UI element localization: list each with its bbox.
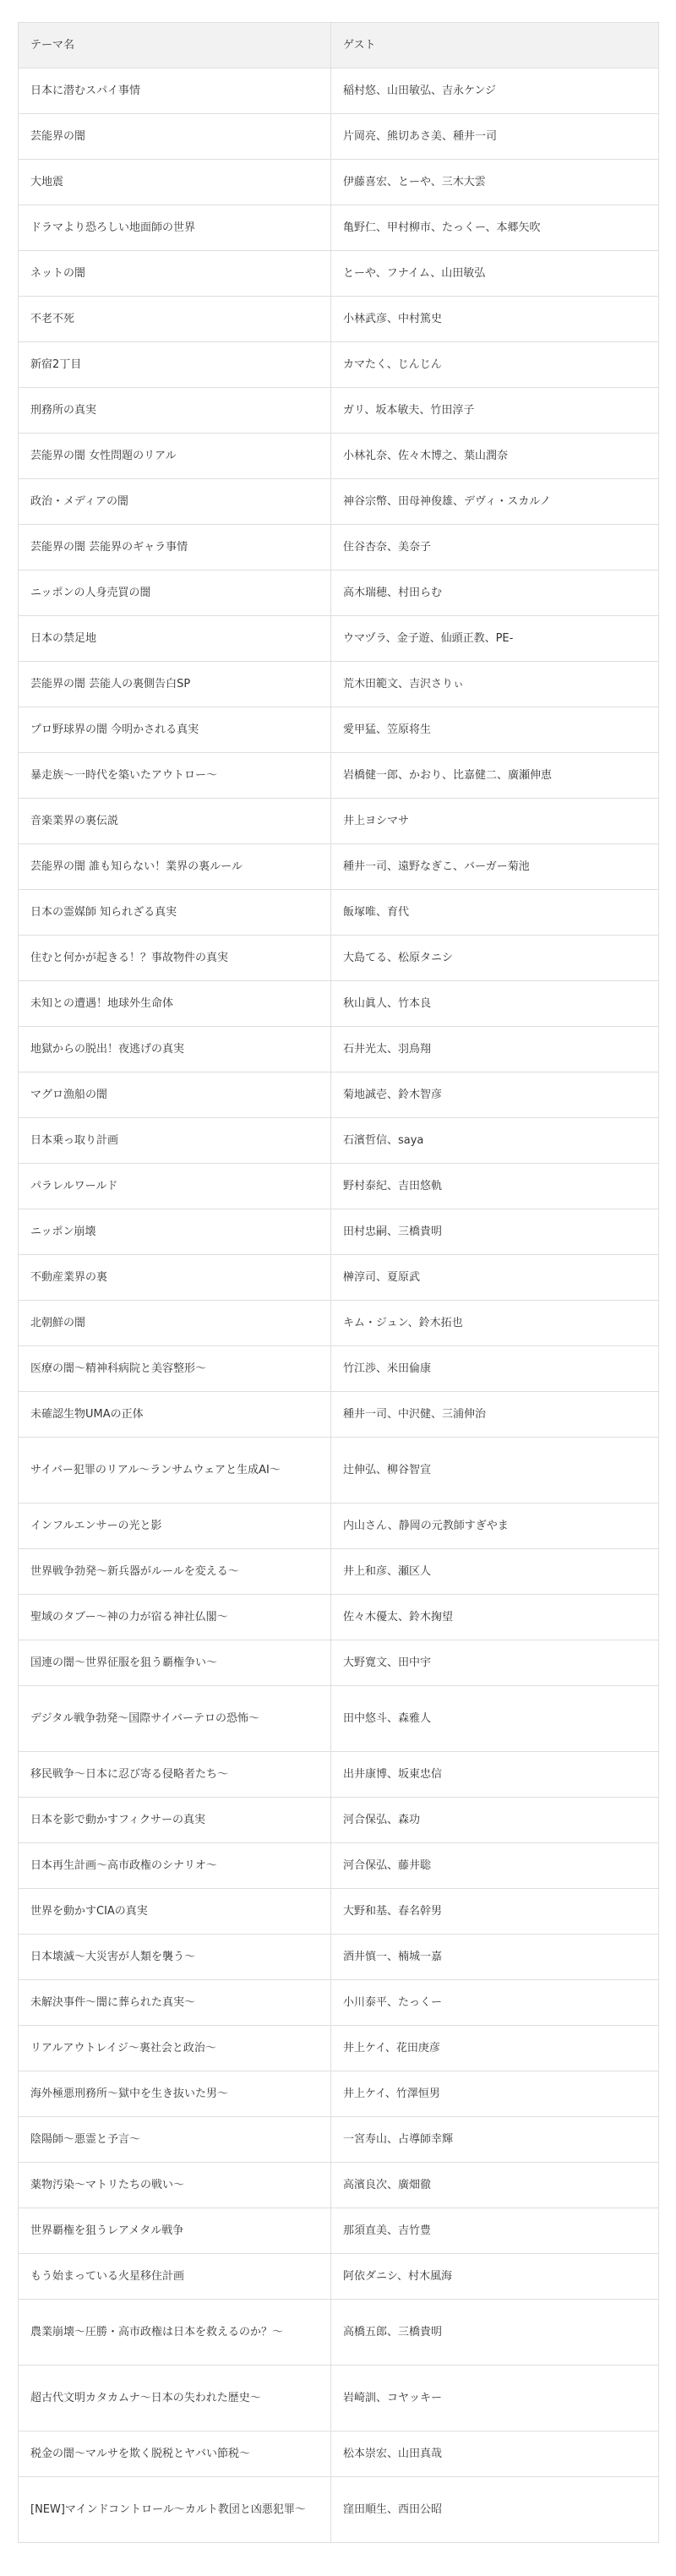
- guests-cell: ウマヅラ、金子遊、仙頭正教、PE-: [331, 616, 659, 662]
- table-row: [19, 2300, 659, 2366]
- table-row: [19, 844, 659, 890]
- guests-cell: 住谷杏奈、美奈子: [331, 525, 659, 570]
- table-row: [19, 1392, 659, 1438]
- guests-cell: 出井康博、坂東忠信: [331, 1752, 659, 1798]
- guests-cell: 亀野仁、甲村柳市、たっくー、本郷矢吹: [331, 205, 659, 251]
- table-row: [19, 1301, 659, 1346]
- theme-name-cell: 日本の霊媒師 知られざる真実: [19, 890, 331, 936]
- guests-cell: キム・ジュン、鈴木拓也: [331, 1301, 659, 1346]
- theme-name-cell: 世界を動かすCIAの真実: [19, 1889, 331, 1935]
- table-row: [19, 114, 659, 160]
- theme-name-cell: もう始まっている火星移住計画: [19, 2254, 331, 2300]
- theme-name-cell: 税金の闇〜マルサを欺く脱税とヤバい節税〜: [19, 2431, 331, 2477]
- guests-cell: 高木瑞穂、村田らむ: [331, 570, 659, 616]
- theme-name-cell: 世界戦争勃発〜新兵器がルールを変える〜: [19, 1549, 331, 1595]
- guests-cell: 高橋五郎、三橋貴明: [331, 2300, 659, 2366]
- table-row: [19, 1752, 659, 1798]
- guests-cell: 田中悠斗、森雅人: [331, 1686, 659, 1752]
- guests-cell: 荒木田範文、吉沢さりぃ: [331, 662, 659, 707]
- table-row: [19, 2254, 659, 2300]
- theme-name-cell: ニッポンの人身売買の闇: [19, 570, 331, 616]
- theme-name-cell: 芸能界の闇 誰も知らない！業界の裏ルール: [19, 844, 331, 890]
- table-row: [19, 1549, 659, 1595]
- table-row: [19, 1595, 659, 1640]
- theme-name-cell: 日本に潜むスパイ事情: [19, 68, 331, 114]
- guests-cell: 大島てる、松原タニシ: [331, 936, 659, 981]
- table-row: [19, 570, 659, 616]
- table-row: [19, 1209, 659, 1255]
- table-row: [19, 434, 659, 479]
- table-row: [19, 2208, 659, 2254]
- guests-cell: 高濱良次、廣畑徹: [331, 2163, 659, 2208]
- theme-name-cell: 日本再生計画〜高市政権のシナリオ〜: [19, 1843, 331, 1889]
- table-row: [19, 1686, 659, 1752]
- table-row: [19, 68, 659, 114]
- guests-cell: 石井光太、羽鳥翔: [331, 1027, 659, 1072]
- table-row: [19, 2163, 659, 2208]
- theme-name-cell: 政治・メディアの闇: [19, 479, 331, 525]
- guests-cell: 小林武彦、中村篤史: [331, 297, 659, 342]
- table-row: [19, 1438, 659, 1504]
- guests-cell: 酒井慎一、楠城一嘉: [331, 1935, 659, 1980]
- guests-cell: 神谷宗幣、田母神俊雄、デヴィ・スカルノ: [331, 479, 659, 525]
- theme-table-container: [18, 22, 658, 2543]
- theme-name-cell: 陰陽師〜悪霊と予言〜: [19, 2117, 331, 2163]
- theme-name-cell: 超古代文明カタカムナ〜日本の失われた歴史〜: [19, 2366, 331, 2431]
- theme-name-cell: 不動産業界の裏: [19, 1255, 331, 1301]
- guests-cell: 伊藤喜宏、とーや、三木大雲: [331, 160, 659, 205]
- table-row: [19, 1889, 659, 1935]
- guests-cell: 田村忠嗣、三橋貴明: [331, 1209, 659, 1255]
- guests-cell: 小林礼奈、佐々木博之、葉山潤奈: [331, 434, 659, 479]
- table-row: [19, 2117, 659, 2163]
- guests-cell: 片岡亮、熊切あさ美、種井一司: [331, 114, 659, 160]
- header-theme-name: テーマ名: [19, 23, 331, 68]
- table-row: [19, 1843, 659, 1889]
- table-row: [19, 2071, 659, 2117]
- theme-name-cell: インフルエンサーの光と影: [19, 1504, 331, 1549]
- table-row: [19, 342, 659, 388]
- theme-name-cell: 日本の禁足地: [19, 616, 331, 662]
- guests-cell: カマたく、じんじん: [331, 342, 659, 388]
- guests-cell: 稲村悠、山田敏弘、吉永ケンジ: [331, 68, 659, 114]
- theme-name-cell: パラレルワールド: [19, 1164, 331, 1209]
- guests-cell: 井上ヨシマサ: [331, 799, 659, 844]
- theme-name-cell: 芸能界の闇 芸能界のギャラ事情: [19, 525, 331, 570]
- table-body: [19, 68, 659, 2543]
- table-row: [19, 1640, 659, 1686]
- guests-cell: 野村泰紀、吉田悠軌: [331, 1164, 659, 1209]
- table-row: [19, 2366, 659, 2431]
- guests-cell: 榊淳司、夏原武: [331, 1255, 659, 1301]
- theme-name-cell: 芸能界の闇 女性問題のリアル: [19, 434, 331, 479]
- guests-cell: 種井一司、中沢健、三浦伸治: [331, 1392, 659, 1438]
- theme-name-cell: 聖域のタブー〜神の力が宿る神社仏閣〜: [19, 1595, 331, 1640]
- table-row: [19, 753, 659, 799]
- table-row: [19, 479, 659, 525]
- guests-cell: 井上ケイ、花田庚彦: [331, 2026, 659, 2071]
- theme-name-cell: 芸能界の闇: [19, 114, 331, 160]
- table-row: [19, 1798, 659, 1843]
- guests-cell: 岩橋健一郎、かおり、比嘉健二、廣瀬伸恵: [331, 753, 659, 799]
- table-row: [19, 297, 659, 342]
- table-row: [19, 616, 659, 662]
- theme-name-cell: 音楽業界の裏伝説: [19, 799, 331, 844]
- guests-cell: 飯塚唯、育代: [331, 890, 659, 936]
- table-row: [19, 1255, 659, 1301]
- theme-name-cell: 北朝鮮の闇: [19, 1301, 331, 1346]
- guests-cell: 辻伸弘、柳谷智宣: [331, 1438, 659, 1504]
- table-row: [19, 890, 659, 936]
- guests-cell: 大野寛文、田中宇: [331, 1640, 659, 1686]
- table-row: [19, 1346, 659, 1392]
- table-row: [19, 981, 659, 1027]
- theme-name-cell: 移民戦争〜日本に忍び寄る侵略者たち〜: [19, 1752, 331, 1798]
- guests-cell: 秋山眞人、竹本良: [331, 981, 659, 1027]
- table-row: [19, 205, 659, 251]
- guests-cell: 松本崇宏、山田真哉: [331, 2431, 659, 2477]
- guests-cell: 愛甲猛、笠原将生: [331, 707, 659, 753]
- table-row: [19, 1504, 659, 1549]
- guests-cell: とーや、フナイム、山田敏弘: [331, 251, 659, 297]
- theme-name-cell: 医療の闇〜精神科病院と美容整形〜: [19, 1346, 331, 1392]
- theme-name-cell: 国連の闇〜世界征服を狙う覇権争い〜: [19, 1640, 331, 1686]
- header-row: [19, 23, 659, 68]
- guests-cell: 石濱哲信、saya: [331, 1118, 659, 1164]
- table-row: [19, 936, 659, 981]
- theme-name-cell: 大地震: [19, 160, 331, 205]
- theme-name-cell: プロ野球界の闇 今明かされる真実: [19, 707, 331, 753]
- guests-cell: 窪田順生、西田公昭: [331, 2477, 659, 2543]
- theme-guest-table: [18, 22, 659, 2543]
- table-row: [19, 2431, 659, 2477]
- table-header: [19, 23, 659, 68]
- table-row: [19, 1027, 659, 1072]
- table-row: [19, 1980, 659, 2026]
- guests-cell: 竹江渉、米田倫康: [331, 1346, 659, 1392]
- theme-name-cell: サイバー犯罪のリアル〜ランサムウェアと生成AI〜: [19, 1438, 331, 1504]
- theme-name-cell: デジタル戦争勃発〜国際サイバーテロの恐怖〜: [19, 1686, 331, 1752]
- theme-name-cell: ドラマより恐ろしい地面師の世界: [19, 205, 331, 251]
- theme-name-cell: 住むと何かが起きる！？事故物件の真実: [19, 936, 331, 981]
- theme-name-cell: 未解決事件〜闇に葬られた真実〜: [19, 1980, 331, 2026]
- theme-name-cell: 芸能界の闇 芸能人の裏側告白SP: [19, 662, 331, 707]
- theme-name-cell: 刑務所の真実: [19, 388, 331, 434]
- theme-name-cell: [NEW]マインドコントロール〜カルト教団と凶悪犯罪〜: [19, 2477, 331, 2543]
- table-row: [19, 799, 659, 844]
- table-row: [19, 2477, 659, 2543]
- guests-cell: 那須直美、吉竹豊: [331, 2208, 659, 2254]
- theme-name-cell: 日本を影で動かすフィクサーの真実: [19, 1798, 331, 1843]
- guests-cell: 一宮寿山、占導師幸輝: [331, 2117, 659, 2163]
- guests-cell: 佐々木優太、鈴木掬望: [331, 1595, 659, 1640]
- guests-cell: 内山さん、静岡の元教師すぎやま: [331, 1504, 659, 1549]
- guests-cell: 河合保弘、藤井聡: [331, 1843, 659, 1889]
- theme-name-cell: 日本壊滅〜大災害が人類を襲う〜: [19, 1935, 331, 1980]
- theme-name-cell: 海外極悪刑務所〜獄中を生き抜いた男〜: [19, 2071, 331, 2117]
- table-row: [19, 707, 659, 753]
- guests-cell: 種井一司、遠野なぎこ、バーガー菊池: [331, 844, 659, 890]
- theme-name-cell: ニッポン崩壊: [19, 1209, 331, 1255]
- theme-name-cell: 暴走族〜一時代を築いたアウトロー〜: [19, 753, 331, 799]
- theme-name-cell: 農業崩壊〜圧勝・高市政権は日本を救えるのか？〜: [19, 2300, 331, 2366]
- table-row: [19, 160, 659, 205]
- guests-cell: 小川泰平、たっくー: [331, 1980, 659, 2026]
- guests-cell: 阿依ダニシ、村木風海: [331, 2254, 659, 2300]
- table-row: [19, 388, 659, 434]
- table-row: [19, 2026, 659, 2071]
- table-row: [19, 525, 659, 570]
- table-row: [19, 1072, 659, 1118]
- table-row: [19, 1935, 659, 1980]
- guests-cell: 河合保弘、森功: [331, 1798, 659, 1843]
- table-row: [19, 1164, 659, 1209]
- guests-cell: 菊地誠壱、鈴木智彦: [331, 1072, 659, 1118]
- theme-name-cell: リアルアウトレイジ〜裏社会と政治〜: [19, 2026, 331, 2071]
- guests-cell: ガリ、坂本敏夫、竹田淳子: [331, 388, 659, 434]
- theme-name-cell: 世界覇権を狙うレアメタル戦争: [19, 2208, 331, 2254]
- theme-name-cell: 未確認生物UMAの正体: [19, 1392, 331, 1438]
- table-row: [19, 662, 659, 707]
- guests-cell: 井上ケイ、竹澤恒男: [331, 2071, 659, 2117]
- header-guest: ゲスト: [331, 23, 659, 68]
- theme-name-cell: 不老不死: [19, 297, 331, 342]
- theme-name-cell: 薬物汚染〜マトリたちの戦い〜: [19, 2163, 331, 2208]
- table-row: [19, 1118, 659, 1164]
- guests-cell: 井上和彦、瀬区人: [331, 1549, 659, 1595]
- table-row: [19, 251, 659, 297]
- theme-name-cell: 未知との遭遇！地球外生命体: [19, 981, 331, 1027]
- theme-name-cell: ネットの闇: [19, 251, 331, 297]
- guests-cell: 大野和基、春名幹男: [331, 1889, 659, 1935]
- theme-name-cell: 日本乗っ取り計画: [19, 1118, 331, 1164]
- theme-name-cell: 地獄からの脱出！夜逃げの真実: [19, 1027, 331, 1072]
- theme-name-cell: 新宿2丁目: [19, 342, 331, 388]
- theme-name-cell: マグロ漁船の闇: [19, 1072, 331, 1118]
- guests-cell: 岩崎訓、コヤッキー: [331, 2366, 659, 2431]
